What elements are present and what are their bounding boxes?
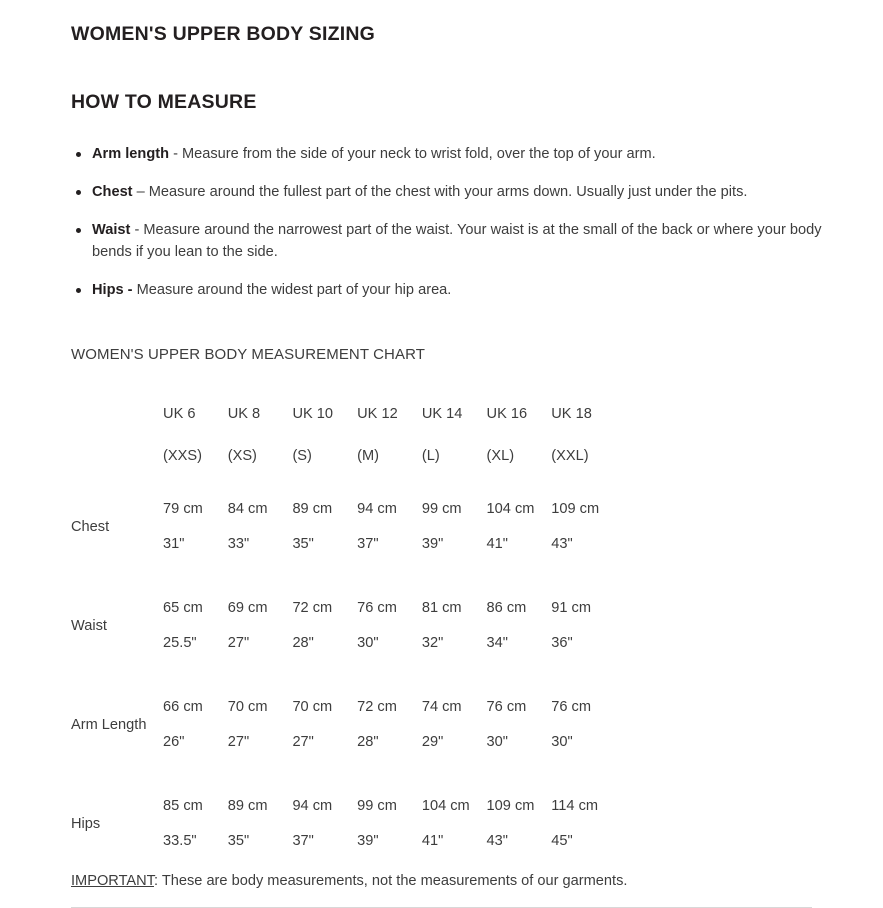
- cell-cm: 66 cm: [163, 699, 203, 716]
- cell-in: 30": [486, 734, 508, 751]
- cell-in: 27": [227, 734, 250, 751]
- cell-cm: 81 cm: [421, 600, 462, 617]
- cell-cm: 84 cm: [227, 501, 268, 518]
- cell-cm: 70 cm: [292, 699, 333, 716]
- table-row: [71, 678, 616, 724]
- table-row: [71, 579, 616, 625]
- column-header-letter: (M): [357, 448, 380, 465]
- footnote-text: : These are body measurements, not the measurements of our garments.: [153, 873, 628, 890]
- measure-text: Measure around the widest part of your hip area.: [132, 281, 452, 298]
- cell-in: 35": [227, 833, 250, 850]
- list-item: [71, 144, 859, 166]
- cell-in: 32": [421, 635, 444, 652]
- cell-in: 43": [486, 833, 508, 850]
- cell-in: 43": [551, 536, 573, 553]
- page-title: WOMEN'S UPPER BODY SIZING: [71, 23, 375, 45]
- column-header-size: UK 6: [163, 406, 196, 423]
- cell-in: 37": [292, 833, 314, 850]
- measure-term: Arm length: [92, 146, 170, 162]
- cell-in: 36": [551, 635, 573, 652]
- list-item: [71, 220, 859, 264]
- cell-in: 39": [421, 536, 444, 553]
- cell-in: 45": [551, 833, 573, 850]
- cell-cm: 94 cm: [292, 798, 333, 815]
- cell-in: 41": [421, 833, 444, 850]
- header-corner-2: [71, 432, 163, 480]
- column-header-letter: (XS): [227, 448, 257, 465]
- cell-cm: 109 cm: [486, 798, 535, 815]
- table-row: [71, 777, 616, 823]
- row-label-waist: Waist: [71, 617, 107, 634]
- row-label-arm-length: Arm Length: [71, 716, 147, 733]
- cell-cm: 89 cm: [292, 501, 333, 518]
- chart-caption: WOMEN'S UPPER BODY MEASUREMENT CHART: [71, 346, 426, 364]
- cell-cm: 109 cm: [551, 501, 600, 518]
- cell-in: 25.5": [163, 635, 197, 652]
- cell-cm: 76 cm: [486, 699, 527, 716]
- cell-in: 33": [227, 536, 250, 553]
- cell-cm: 99 cm: [421, 501, 462, 518]
- cell-cm: 74 cm: [421, 699, 462, 716]
- how-to-measure-heading: HOW TO MEASURE: [71, 91, 257, 113]
- row-label-chest: Chest: [71, 518, 110, 535]
- cell-cm: 99 cm: [357, 798, 397, 815]
- cell-cm: 86 cm: [486, 600, 527, 617]
- measure-term: Chest: [92, 183, 133, 200]
- cell-in: 35": [292, 536, 314, 553]
- cell-in: 27": [292, 734, 314, 751]
- table-header-letters: [71, 432, 616, 480]
- cell-in: 34": [486, 635, 508, 652]
- cell-in: 30": [551, 734, 573, 751]
- cell-cm: 76 cm: [551, 699, 591, 716]
- column-header-letter: (XXL): [551, 448, 589, 465]
- footnote: [71, 859, 859, 889]
- cell-cm: 79 cm: [163, 501, 203, 518]
- header-corner: [71, 398, 163, 432]
- row-spacer: [71, 760, 616, 777]
- cell-in: 41": [486, 536, 508, 553]
- cell-in: 31": [163, 536, 185, 553]
- cell-in: 30": [357, 635, 379, 652]
- measurement-table: [71, 398, 616, 859]
- measure-text: – Measure around the fullest part of the chest with your arms down. Usually just under the pits.: [132, 183, 748, 200]
- cell-cm: 65 cm: [163, 600, 203, 617]
- column-header-size: UK 8: [227, 406, 261, 423]
- cell-in: 33.5": [163, 833, 197, 850]
- cell-in: 27": [227, 635, 250, 652]
- measure-text: - Measure from the side of your neck to wrist fold, over the top of your arm.: [169, 146, 656, 162]
- cell-cm: 76 cm: [357, 600, 397, 617]
- column-header-size: UK 18: [551, 406, 592, 423]
- cell-cm: 72 cm: [357, 699, 397, 716]
- column-header-letter: (XL): [486, 448, 515, 465]
- column-header-letter: (L): [421, 448, 440, 465]
- cell-cm: 89 cm: [227, 798, 268, 815]
- table-row: [71, 480, 616, 526]
- cell-cm: 70 cm: [227, 699, 268, 716]
- column-header-size: UK 10: [292, 406, 333, 423]
- important-label: IMPORTANT: [71, 873, 154, 890]
- column-header-size: UK 16: [486, 406, 528, 423]
- measure-text: - Measure around the narrowest part of the waist. Your waist is at the small of the back or where your body bends if you lean to the side.: [92, 221, 822, 260]
- column-header-size: UK 14: [421, 406, 463, 423]
- column-header-letter: (XXS): [163, 448, 202, 465]
- column-header-letter: (S): [292, 448, 312, 465]
- how-to-measure-list: [71, 114, 859, 301]
- cell-cm: 104 cm: [486, 501, 535, 518]
- cell-cm: 85 cm: [163, 798, 203, 815]
- list-item: [71, 182, 859, 204]
- row-label-hips: Hips: [71, 815, 101, 832]
- cell-cm: 114 cm: [551, 798, 599, 815]
- table-header-sizes: [71, 398, 616, 432]
- cell-in: 37": [357, 536, 379, 553]
- measure-term: Waist: [92, 221, 131, 238]
- cell-cm: 91 cm: [551, 600, 591, 617]
- cell-in: 28": [357, 734, 379, 751]
- cell-cm: 69 cm: [227, 600, 268, 617]
- measure-term: Hips -: [92, 281, 133, 298]
- cell-cm: 72 cm: [292, 600, 333, 617]
- column-header-size: UK 12: [357, 406, 398, 423]
- cell-in: 28": [292, 635, 314, 652]
- cell-cm: 94 cm: [357, 501, 397, 518]
- list-item: [71, 280, 859, 302]
- cell-in: 39": [357, 833, 379, 850]
- row-spacer: [71, 562, 616, 579]
- cell-in: 29": [421, 734, 444, 751]
- row-spacer: [71, 661, 616, 678]
- cell-cm: 104 cm: [421, 798, 470, 815]
- cell-in: 26": [163, 734, 185, 751]
